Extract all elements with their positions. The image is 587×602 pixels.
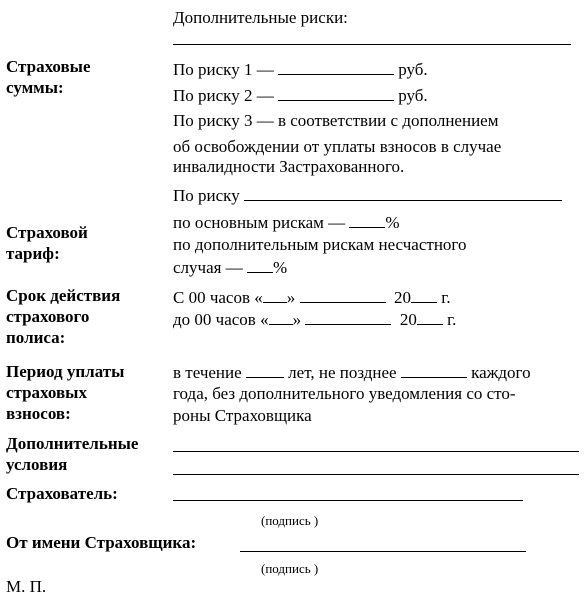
tariff-extra-blank[interactable] (247, 257, 273, 273)
term-to-day-blank[interactable] (269, 309, 293, 325)
insurer-signature-line[interactable] (240, 551, 526, 552)
tariff-main-blank[interactable] (349, 212, 385, 228)
risk3-line2: об освобождении от уплаты взносов в случае (173, 137, 502, 156)
tariff-label: Страховой тариф: (6, 223, 88, 263)
tariff-extra-line2: случая — % (173, 258, 288, 277)
risk1-amount-blank[interactable] (278, 59, 394, 75)
policyholder-signature-line[interactable] (173, 500, 523, 501)
signature-caption-2: (подпись ) (261, 561, 319, 576)
term-to-month-blank[interactable] (305, 309, 391, 325)
risk2-amount-blank[interactable] (278, 85, 394, 101)
risk3-line1: По риску 3 — в соответствии с дополнением (173, 111, 499, 130)
policyholder-label: Страхователь: (6, 484, 118, 503)
risk1-row: По риску 1 — руб. (173, 60, 428, 79)
tariff-extra-line1: по дополнительным рискам несчастного (173, 235, 467, 254)
payment-label: Период уплаты страховых взносов: (6, 362, 125, 423)
payment-line2: года, без дополнительного уведомления со сто- (173, 384, 516, 403)
extra-risks-heading: Дополнительные риски: (173, 8, 348, 27)
extra-risks-blank-line[interactable] (173, 44, 571, 45)
term-from-day-blank[interactable] (263, 287, 287, 303)
payment-line1: в течение лет, не позднее каждого (173, 363, 531, 382)
additional-blank-line-2[interactable] (173, 474, 579, 475)
term-from-row: С 00 часов « » 20 г. (173, 288, 451, 307)
additional-blank-line-1[interactable] (173, 451, 579, 452)
payment-date-blank[interactable] (401, 362, 467, 378)
signature-caption-1: (подпись ) (261, 513, 319, 528)
term-to-year-blank[interactable] (417, 309, 443, 325)
stamp-place: М. П. (6, 577, 47, 596)
risk-other-blank[interactable] (244, 185, 562, 201)
insurer-label: От имени Страховщика: (6, 533, 197, 552)
additional-label: Дополнительные условия (6, 434, 139, 474)
term-from-month-blank[interactable] (300, 287, 386, 303)
term-to-row: до 00 часов « » 20 г. (173, 310, 457, 329)
term-from-year-blank[interactable] (411, 287, 437, 303)
sums-label: Страховые суммы: (6, 57, 91, 97)
risk3-line3: инвалидности Застрахованного. (173, 157, 405, 176)
payment-line3: роны Страховщика (173, 406, 312, 425)
term-label: Срок действия страхового полиса: (6, 286, 121, 347)
payment-years-blank[interactable] (246, 362, 284, 378)
risk2-row: По риску 2 — руб. (173, 86, 428, 105)
risk-other-row: По риску (173, 185, 562, 206)
tariff-main-row: по основным рискам — % (173, 213, 400, 232)
